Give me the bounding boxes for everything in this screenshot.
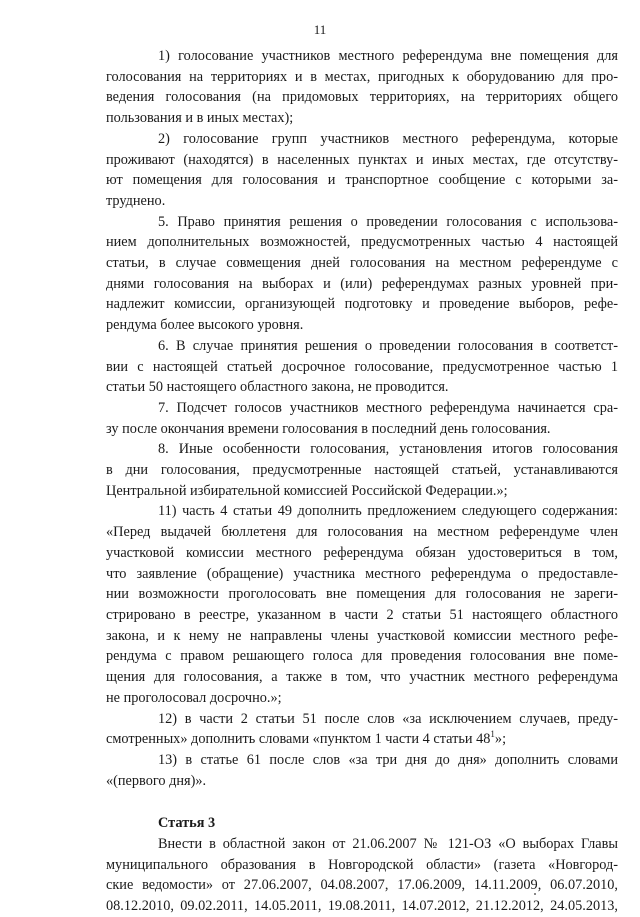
text-line: закона, и к нему не направлены члены участковой комиссии местного рефе-: [106, 627, 618, 644]
text-line: 6. В случае принятия решения о проведении голосования в соответст-: [158, 337, 618, 354]
text-line: ские ведомости» от 27.06.2007, 04.08.2007, 17.06.2009, 14.11.2009, 06.07.2010,: [106, 877, 618, 894]
text-line: рендума более высокого уровня.: [106, 317, 304, 334]
text-line: ют помещения для голосования и транспортное сообщение с которыми за-: [106, 172, 618, 189]
text-line: надлежит комиссии, организующей подготовку и проведение выборов, рефе-: [106, 296, 618, 313]
text-line: 12) в части 2 статьи 51 после слов «за исключением случаев, преду-: [158, 710, 618, 727]
text-line: голосования на территориях и в местах, пригодных к оборудованию для про-: [106, 68, 618, 85]
paragraph: [106, 834, 618, 917]
article-heading: Статья 3: [158, 815, 216, 832]
paragraph: [106, 212, 618, 336]
text-line: 1) голосование участников местного референдума вне помещения для: [158, 48, 618, 64]
text-line: статьи, в случае совмещения дней голосования на местном референдуме с: [106, 255, 618, 272]
text-line: стрировано в реестре, указанном в части 2 статьи 51 настоящего областного: [106, 606, 618, 623]
text-line: 2) голосование групп участников местного референдума, которые: [158, 130, 618, 147]
text-line: что заявление (обращение) участника местного референдума о предоставле-: [106, 565, 618, 582]
document-body: [106, 46, 618, 917]
text-line: статьи 50 настоящего областного закона, не проводится.: [106, 379, 449, 396]
page-number: 11: [313, 22, 327, 37]
text-line: Внести в областной закон от 21.06.2007 № 121-ОЗ «О выборах Главы: [158, 836, 618, 853]
text-line: Центральной избирательной комиссией Российской Федерации.»;: [106, 482, 508, 499]
text-line: участковой комиссии местного референдума обязан удостовериться в том,: [106, 544, 618, 561]
paragraph: [106, 709, 618, 750]
text-line: 5. Право принятия решения о проведении голосования с использова-: [158, 213, 618, 230]
text-line: рендума с правом решающего голоса для проведения голосования вне поме-: [106, 648, 618, 665]
paragraph: [106, 46, 618, 129]
superscript: 1: [490, 729, 495, 740]
text-line: [106, 729, 618, 750]
text-line: зу после окончания времени голосования в последний день голосования.: [106, 420, 551, 437]
text-line: «(первого дня)».: [106, 772, 207, 789]
text-line: муниципального образования в Новгородской области» (газета «Новгород-: [106, 856, 618, 873]
paragraph: [106, 750, 618, 791]
paragraph: [106, 398, 618, 439]
text-line: труднено.: [106, 192, 166, 209]
text-line: днями голосования на выборах и (или) референдумах разных уровней при-: [106, 275, 618, 292]
text-line: 8. Иные особенности голосования, установления итогов голосования: [158, 441, 618, 458]
text-line: ведения голосования (на придомовых территориях, на территориях общего: [106, 89, 618, 106]
text-line: нием дополнительных возможностей, предусмотренных частью 4 настоящей: [106, 234, 618, 251]
text-line: 7. Подсчет голосов участников местного референдума начинается сра-: [158, 399, 618, 416]
text-line: вии с настоящей статьей досрочное голосование, предусмотренное частью 1: [106, 358, 618, 375]
text-line: щения для голосования, а также в том, что участник местного референдума: [106, 669, 618, 686]
text-line: пользования и в иных местах);: [106, 110, 294, 127]
text-line: 13) в статье 61 после слов «за три дня до дня» дополнить словами: [158, 751, 618, 768]
paragraph: [106, 129, 618, 212]
text-fragment: смотренных» дополнить словами «пунктом 1 части 4 статьи 48: [106, 731, 491, 748]
paragraph: [106, 501, 618, 708]
text-line: 08.12.2010, 09.02.2011, 14.05.2011, 19.08.2011, 14.07.2012, 21.12.2012, 24.05.2013,: [106, 898, 618, 915]
text-line: в дни голосования, предусмотренные настоящей статьей, устанавливаются: [106, 462, 618, 479]
text-line: проживают (находятся) в населенных пунктах и иных местах, где отсутству-: [106, 151, 618, 168]
text-fragment: »;: [494, 731, 507, 748]
text-line: не проголосовал досрочно.»;: [106, 689, 282, 706]
text-line: нии возможности проголосовать вне помещения для голосования не зареги-: [106, 586, 618, 603]
text-line: 11) часть 4 статьи 49 дополнить предложением следующего содержания:: [158, 503, 618, 520]
paragraph: [106, 336, 618, 398]
text-line: «Перед выдачей бюллетеня для голосования на местном референдуме член: [106, 524, 618, 541]
paragraph: [106, 439, 618, 501]
